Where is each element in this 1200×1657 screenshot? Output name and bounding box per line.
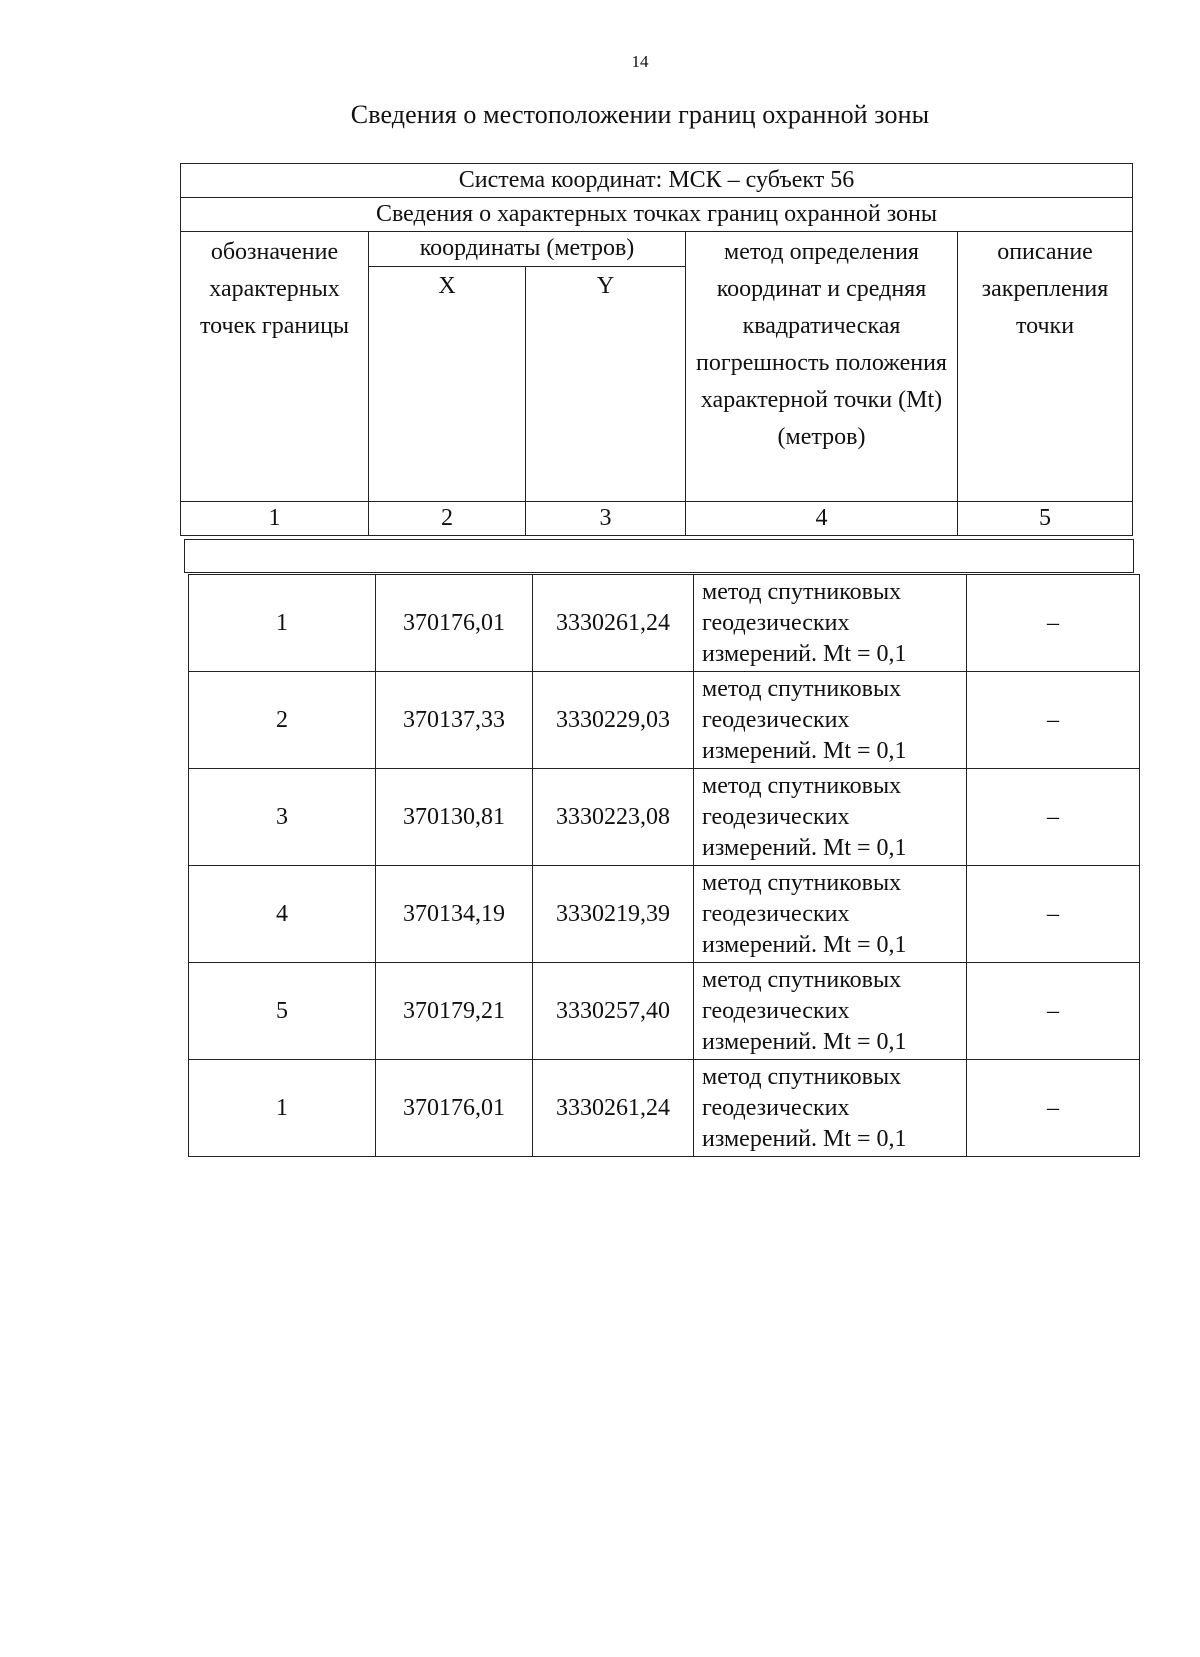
column-number: 5 (958, 502, 1133, 536)
header-point-designation: обозначение характерных точек границы (181, 232, 369, 502)
coordinate-system-row (181, 164, 1133, 198)
description-cell: – (967, 963, 1140, 1060)
method-cell: метод спутниковых геодезических измерений. Mt = 0,1 (694, 963, 967, 1060)
coordinate-system-cell: Система координат: МСК – субъект 56 (181, 164, 1133, 198)
description-cell: – (967, 1060, 1140, 1157)
description-cell: – (967, 769, 1140, 866)
column-number-row (181, 502, 1133, 536)
point-cell: 3 (189, 769, 376, 866)
y-cell: 3330261,24 (533, 1060, 694, 1157)
y-cell: 3330223,08 (533, 769, 694, 866)
table-row (189, 963, 1140, 1060)
table-subtitle-cell: Сведения о характерных точках границ охранной зоны (181, 198, 1133, 232)
header-coordinates: координаты (метров) (369, 232, 686, 267)
table-row (189, 672, 1140, 769)
header-x: X (369, 266, 526, 501)
description-cell: – (967, 672, 1140, 769)
x-cell: 370179,21 (376, 963, 533, 1060)
x-cell: 370176,01 (376, 575, 533, 672)
table-row (189, 575, 1140, 672)
point-cell: 4 (189, 866, 376, 963)
subtitle-row (181, 198, 1133, 232)
x-cell: 370130,81 (376, 769, 533, 866)
y-cell: 3330257,40 (533, 963, 694, 1060)
x-cell: 370176,01 (376, 1060, 533, 1157)
method-cell: метод спутниковых геодезических измерений. Mt = 0,1 (694, 866, 967, 963)
column-number: 1 (181, 502, 369, 536)
page-number: 14 (631, 52, 649, 71)
method-cell: метод спутниковых геодезических измерений. Mt = 0,1 (694, 1060, 967, 1157)
column-number: 4 (686, 502, 958, 536)
point-cell: 2 (189, 672, 376, 769)
column-number: 2 (369, 502, 526, 536)
method-cell: метод спутниковых геодезических измерений. Mt = 0,1 (694, 575, 967, 672)
empty-separator-row (184, 539, 1134, 573)
header-description: описание закрепления точки (958, 232, 1133, 502)
x-cell: 370137,33 (376, 672, 533, 769)
point-cell: 1 (189, 1060, 376, 1157)
description-cell: – (967, 575, 1140, 672)
table-row (189, 1060, 1140, 1157)
page-title: Сведения о местоположении границ охранной зоны (350, 100, 930, 129)
column-number: 3 (526, 502, 686, 536)
y-cell: 3330219,39 (533, 866, 694, 963)
points-table (188, 574, 1140, 1157)
y-cell: 3330229,03 (533, 672, 694, 769)
y-cell: 3330261,24 (533, 575, 694, 672)
point-cell: 5 (189, 963, 376, 1060)
description-cell: – (967, 866, 1140, 963)
x-cell: 370134,19 (376, 866, 533, 963)
table-row (189, 769, 1140, 866)
column-header-row (181, 232, 1133, 267)
table-row (189, 866, 1140, 963)
method-cell: метод спутниковых геодезических измерений. Mt = 0,1 (694, 672, 967, 769)
header-method: метод определения координат и средняя квадратическая погрешность положения характерной точки (Mt) (метров) (686, 232, 958, 502)
point-cell: 1 (189, 575, 376, 672)
method-cell: метод спутниковых геодезических измерений. Mt = 0,1 (694, 769, 967, 866)
header-table (180, 163, 1133, 536)
header-y: Y (526, 266, 686, 501)
